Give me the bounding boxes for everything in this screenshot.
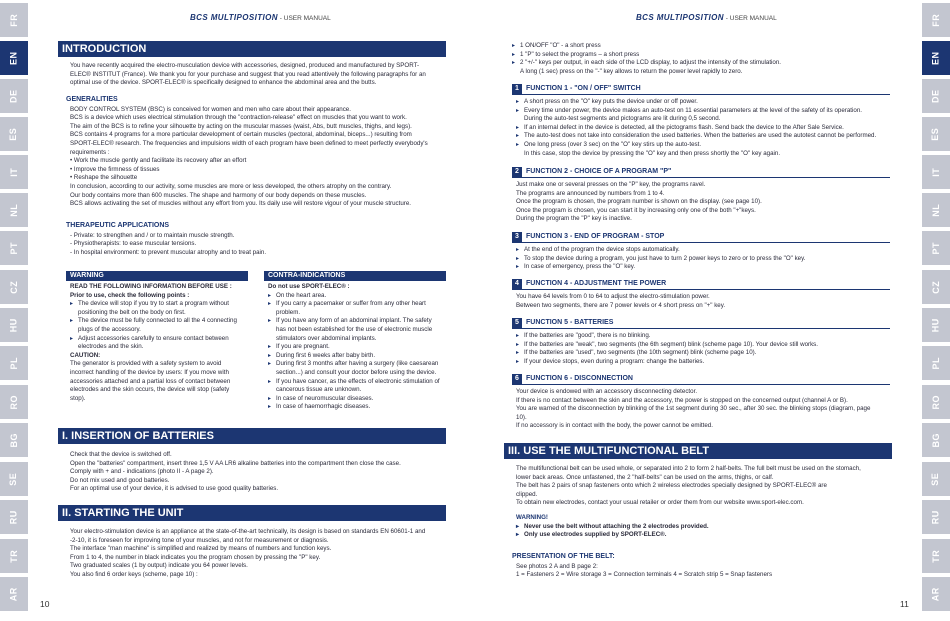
- starting-text: [70, 528, 450, 580]
- list-item: [516, 263, 892, 272]
- list-item-line: ▸ If your device stops, even during a program: change the batteries.: [524, 357, 705, 365]
- language-tabs-right: [922, 0, 950, 621]
- list-item: [268, 300, 446, 317]
- text-line: electrodes and the skin occurs, the device will stop (safety: [70, 386, 230, 394]
- list-item-line: ▸ If the batteries are "used", two segments (the 10th segment) blink (scheme page 10).: [524, 349, 757, 357]
- list-item-line: has not been established for the use of electronic muscle: [276, 325, 433, 333]
- language-tab-label: RO: [930, 394, 941, 410]
- warning-lead-2: Prior to use, check the following points :: [70, 291, 190, 299]
- text-line: Once the program is chosen, the program number is shown on the display. (see page 10).: [516, 198, 762, 206]
- language-tab-label: IT: [8, 167, 19, 177]
- list-item-line: ▸ If you carry a pacemaker or suffer from any other heart: [276, 300, 426, 308]
- belt-warning-list: [516, 523, 892, 540]
- warning-lead: READ THE FOLLOWING INFORMATION BEFORE USE :: [70, 283, 232, 290]
- language-tab-it[interactable]: [0, 155, 28, 189]
- text-line: For an optimal use of your device, it is advised to use good quality batteries.: [70, 485, 279, 493]
- language-tab-en[interactable]: [922, 41, 950, 75]
- list-item: [516, 98, 892, 107]
- warning-title: WARNING: [66, 271, 248, 281]
- language-tab-label: AR: [8, 587, 19, 601]
- text-line: BCS contains 4 programs for a more particular development of certain muscles (pectoral, abdominal, biceps...) resulting from: [70, 131, 412, 139]
- list-item: [512, 42, 892, 51]
- function-number-badge: 5: [512, 318, 522, 328]
- caution-text: [70, 360, 248, 403]
- language-tab-tr[interactable]: [922, 539, 950, 573]
- list-item-line: ▸ Every time under power, the device makes an auto-test on 11 essential parameters at the level of the safety of its operation.: [524, 106, 862, 114]
- language-tab-cz[interactable]: [0, 270, 28, 304]
- contra-indications-lead: Do not use SPORT-ELEC® :: [268, 283, 350, 290]
- list-item: [70, 317, 248, 334]
- list-item-line: ▸ A short press on the "O" key puts the device under or off power.: [524, 98, 698, 105]
- list-item-line: ▸ To stop the device during a program, you just have to turn 2 power keys to zero or to press the "O" key.: [524, 254, 806, 262]
- language-tab-tr[interactable]: [0, 539, 28, 573]
- list-item: [70, 335, 248, 352]
- language-tab-label: RO: [8, 394, 19, 410]
- list-item-line: ▸ On the heart area.: [276, 291, 327, 299]
- text-line: 1 = Fasteners 2 = Wire storage 3 = Connection terminals 4 = Scratch strip 5 = Snap fasteners: [516, 571, 773, 579]
- list-item: [268, 352, 446, 361]
- text-line: - Private: to strengthen and / or to maintain muscle strength.: [70, 231, 235, 239]
- language-tab-it[interactable]: [922, 155, 950, 189]
- page-number-left: 10: [40, 599, 50, 609]
- text-line: To obtain new electrodes, contact your usual retailer or order them from our website www.sport-elec.com.: [516, 499, 804, 507]
- text-line: SPORT-ELEC® research. The frequencies and impulsions width of each program have been defined to meet perfectly everybody's: [70, 139, 428, 147]
- keys-list-block: [512, 42, 892, 76]
- text-line: 10).: [516, 413, 527, 421]
- language-tab-es[interactable]: [922, 117, 950, 151]
- generalities-text: [66, 106, 446, 209]
- function-1-header: [512, 84, 890, 95]
- language-tab-bg[interactable]: [922, 423, 950, 457]
- generalities-title: GENERALITIES: [66, 96, 118, 103]
- language-tab-label: PL: [930, 356, 941, 370]
- text-line: - In hospital environment: to prevent muscular atrophy and to treat pain.: [70, 248, 267, 256]
- list-item: [268, 360, 446, 377]
- language-tab-se[interactable]: [922, 462, 950, 496]
- list-item: [516, 332, 892, 341]
- list-item: [516, 107, 892, 124]
- function-title: FUNCTION 5 - BATTERIES: [526, 319, 614, 326]
- language-tab-label: TR: [8, 549, 19, 563]
- function-6-body: [516, 388, 892, 431]
- belt-text: [516, 465, 892, 508]
- text-line: Two graduated scales (1 by output) indicate you 64 power levels.: [70, 562, 248, 570]
- list-item: [516, 255, 892, 264]
- text-line: You have recently acquired the electro-musculation device with accessories, designed, produced and manufactured by SPORT-: [70, 62, 420, 69]
- language-tab-label: HU: [930, 318, 941, 332]
- text-line: The belt has 2 pairs of snap fasteners onto which 2 wireless electrodes specially designed by SPORT-ELEC® are: [516, 482, 827, 490]
- language-tab-ar[interactable]: [922, 577, 950, 611]
- language-tab-hu[interactable]: [922, 308, 950, 342]
- language-tab-ro[interactable]: [0, 385, 28, 419]
- text-line: accessories attached and a partial loss of contact between: [70, 377, 231, 385]
- list-item-line: ▸ During first 6 weeks after baby birth.: [276, 351, 376, 359]
- therapeutic-title: THERAPEUTIC APPLICATIONS: [66, 222, 170, 229]
- list-item-line: problem.: [276, 308, 301, 316]
- text-line: Our body contains more than 600 muscles. The shape and harmony of our body depends on these muscles.: [70, 191, 367, 199]
- list-item-line: ▸ Adjust accessories carefully to ensure contact between: [78, 334, 229, 342]
- function-title: FUNCTION 6 - DISCONNECTION: [526, 375, 633, 382]
- language-tab-label: ES: [8, 127, 19, 141]
- text-line: optimal use of the device. SPORT-ELEC® is specifically designed to enhance the abdominal area and the butts.: [70, 79, 377, 87]
- caution-title: CAUTION:: [70, 351, 101, 359]
- language-tab-fr[interactable]: [922, 3, 950, 37]
- language-tab-pt[interactable]: [922, 231, 950, 265]
- list-item-line: A long (1 sec) press on the "-" key allows to return the power level rapidly to zero.: [520, 67, 743, 75]
- text-line: • Reshape the silhouette: [70, 174, 138, 182]
- text-line: During the program the "P" key is inactive.: [516, 215, 632, 223]
- text-line: The programs are announced by numbers from 1 to 4.: [516, 189, 665, 197]
- list-item-line: ▸ If you have any form of an abdominal implant. The safety: [276, 317, 432, 325]
- list-item-line: ▸ During first 3 months after having a surgery (like caesarean: [276, 360, 439, 368]
- function-6-header: [512, 374, 890, 385]
- list-item-line: cancerous tissue are unknown.: [276, 386, 362, 394]
- list-item-line: stimulators over abdominal implants.: [276, 334, 377, 342]
- language-tab-label: FR: [930, 13, 941, 27]
- language-tab-label: RU: [930, 510, 941, 524]
- belt-presentation-text: [512, 563, 892, 580]
- text-line: If no accessory is in contact with the body, the power cannot be emitted.: [516, 422, 713, 430]
- list-item-line: ▸ In case of emergency, press the "O" key.: [524, 263, 636, 271]
- list-item: [268, 378, 446, 395]
- list-item-line: electrodes and the skin.: [78, 343, 144, 351]
- text-line: You also find 6 order keys (scheme, page 10) :: [70, 570, 198, 578]
- list-item-line: ▸ In case of neuromuscular diseases.: [276, 394, 374, 402]
- list-item: [516, 341, 892, 350]
- text-line: You have 64 levels from 0 to 64 to adjust the electro-stimulation power.: [516, 293, 710, 300]
- list-item: [268, 317, 446, 343]
- language-tab-label: CZ: [8, 280, 19, 294]
- language-tab-pt[interactable]: [0, 231, 28, 265]
- list-item: [516, 358, 892, 367]
- text-line: If there is no contact between the skin and the accessory, the power is stopped on the concerned output (channel A or B).: [516, 396, 848, 404]
- batteries-text: [70, 451, 450, 494]
- language-tab-se[interactable]: [0, 462, 28, 496]
- text-line: You are warned of the disconnection by blinking of the 1st segment during 30 sec., after 30 sec. the blinking stops (diagram, page: [516, 405, 871, 413]
- list-item: ▸ Never use the belt without attaching the 2 electrodes provided.: [516, 523, 892, 532]
- text-line: Comply with + and - indications (photo II - A page 2).: [70, 468, 214, 476]
- language-tab-fr[interactable]: [0, 3, 28, 37]
- function-2-header: [512, 167, 890, 178]
- list-item-line: ▸ The device will stop if you try to start a program without: [78, 300, 229, 308]
- belt-section: [516, 465, 892, 540]
- language-tab-label: PT: [8, 241, 19, 255]
- language-tab-label: NL: [8, 203, 19, 217]
- list-item-line: ▸ One long press (over 3 sec) on the "O" key stirs up the auto-test.: [524, 140, 702, 148]
- text-line: Do not mix used and good batteries.: [70, 476, 170, 484]
- text-line: - Physiotherapists: to ease muscular tensions.: [70, 240, 197, 248]
- function-title: FUNCTION 1 - "ON / OFF" SWITCH: [526, 85, 641, 92]
- function-4-header: [512, 279, 890, 290]
- list-item-line: ▸ The device must be fully connected to all the 4 connecting: [78, 317, 237, 325]
- text-line: incorrect handling of the device by users: If you move with: [70, 368, 229, 376]
- running-header-right: BCS MULTIPOSITION - USER MANUAL: [636, 13, 777, 22]
- list-item-line: ▸ 1 "P" to select the programs – a short press: [520, 50, 640, 58]
- list-item-line: plugs of the accessory.: [78, 325, 141, 333]
- text-line: Once the program is chosen, you can start it by increasing only one of the both "+"keys.: [516, 206, 756, 214]
- list-item-line: ▸ If the batteries are "weak", two segments (the 6th segment) blink (scheme page 10). Your device still works.: [524, 340, 818, 348]
- language-tab-es[interactable]: [0, 117, 28, 151]
- keys-list: [512, 42, 892, 76]
- list-item-line: ▸ If you are pregnant.: [276, 343, 330, 351]
- belt-presentation-title: PRESENTATION OF THE BELT:: [512, 553, 615, 560]
- list-item-line: ▸ The auto-test does not take into consideration the used batteries. When the batteries are used the autotest cannot be performed.: [524, 132, 877, 140]
- list-item-line: ▸ 1 ON/OFF "O" - a short press: [520, 42, 601, 49]
- warning-list: [70, 300, 248, 352]
- function-number-badge: 6: [512, 374, 522, 384]
- language-tab-label: BG: [8, 432, 19, 448]
- function-number-badge: 2: [512, 167, 522, 177]
- function-5-header: [512, 318, 890, 329]
- contra-indications-title: CONTRA-INDICATIONS: [264, 271, 446, 281]
- warning-box: [66, 271, 248, 403]
- language-tabs-left: [0, 0, 28, 621]
- belt-presentation: [512, 553, 892, 580]
- section-title-belt: III. USE THE MULTIFUNCTIONAL BELT: [504, 443, 892, 459]
- list-item: [268, 343, 446, 352]
- function-list: [516, 246, 892, 272]
- text-line: See photos 2 A and B page 2:: [516, 562, 598, 570]
- section-title-batteries: I. INSERTION OF BATTERIES: [58, 428, 446, 444]
- function-title: FUNCTION 2 - CHOICE OF A PROGRAM "P": [526, 168, 672, 175]
- list-item-line: section...) and consult your doctor before using the device.: [276, 368, 437, 376]
- language-tab-ru[interactable]: [922, 500, 950, 534]
- function-3-header: [512, 232, 890, 243]
- text-line: Your device is endowed with an accessory disconnecting detector.: [516, 388, 698, 395]
- list-item-line: ▸ If an internal defect in the device is detected, all the pictograms flash. Send back the device to the After Sale Service.: [524, 123, 844, 131]
- list-item: [516, 124, 892, 133]
- language-tab-cz[interactable]: [922, 270, 950, 304]
- language-tab-label: DE: [930, 89, 941, 103]
- language-tab-ar[interactable]: [0, 577, 28, 611]
- text-line: BCS is a device which uses electrical stimulation through the "contraction-release" effect on muscles that you want to work.: [70, 114, 407, 122]
- text-line: clipped.: [516, 490, 538, 498]
- text-line: The generator is provided with a safety system to avoid: [70, 360, 222, 368]
- language-tab-label: NL: [930, 203, 941, 217]
- language-tab-pl[interactable]: [0, 346, 28, 380]
- language-tab-label: CZ: [930, 280, 941, 294]
- text-line: Between two segments, there are 7 power levels or 4 short press on "+" key.: [516, 301, 726, 309]
- function-2-body: [516, 181, 892, 224]
- page-number-right: 11: [900, 599, 909, 609]
- list-item: [268, 292, 446, 301]
- language-tab-nl[interactable]: [0, 193, 28, 227]
- text-line: ELEC® INSTITUT (France). We thank you for your purchase and suggest that you read attentively the following paragraphs for an: [70, 70, 426, 78]
- list-item-line: ▸ 2 "+/-" keys per output, in each side of the LCD display, to adjust the intensity of the stimulation.: [520, 59, 782, 67]
- function-1-body: [516, 98, 892, 158]
- language-tab-hu[interactable]: [0, 308, 28, 342]
- language-tab-label: AR: [930, 587, 941, 601]
- function-number-badge: 3: [512, 232, 522, 242]
- list-item: [268, 395, 446, 404]
- list-item-line: ▸ In case of haemorrhagic diseases.: [276, 403, 371, 411]
- list-item: [70, 300, 248, 317]
- language-tab-label: RU: [8, 510, 19, 524]
- language-tab-label: IT: [930, 167, 941, 177]
- language-tab-label: EN: [8, 51, 19, 65]
- list-item: [516, 132, 892, 141]
- language-tab-en[interactable]: [0, 41, 28, 75]
- language-tab-label: FR: [8, 13, 19, 27]
- text-line: Just make one or several presses on the "P" key, the programs ravel.: [516, 181, 706, 188]
- function-title: FUNCTION 3 - END OF PROGRAM - STOP: [526, 233, 665, 240]
- list-item-line: ▸ If you have cancer, as the effects of electronic stimulation of: [276, 377, 440, 385]
- language-tab-de[interactable]: [922, 79, 950, 113]
- list-item: [516, 141, 892, 158]
- language-tab-ro[interactable]: [922, 385, 950, 419]
- list-item-line: In this case, stop the device by pressing the "O" key and then press shortly the "O" key again.: [524, 149, 781, 157]
- text-line: • Work the muscle gently and facilitate its recovery after an effort: [70, 157, 247, 165]
- language-tab-label: EN: [930, 51, 941, 65]
- text-line: Open the "batteries" compartment, insert three 1,5 V AA LR6 alkaline batteries into the compartment then close the case.: [70, 459, 401, 467]
- language-tab-label: SE: [8, 472, 19, 486]
- text-line: requirements :: [70, 148, 110, 156]
- list-item: [512, 51, 892, 60]
- belt-warning-title: WARNING!: [516, 513, 548, 521]
- function-4-body: [516, 293, 892, 310]
- list-item: [268, 403, 446, 412]
- text-line: In conclusion, according to our activity, some muscles are more or less developed, the others atrophy on the contrary.: [70, 182, 392, 190]
- language-tab-label: PT: [930, 241, 941, 255]
- introduction-text: [70, 62, 450, 88]
- function-5-body: [516, 332, 892, 366]
- language-tab-label: SE: [930, 472, 941, 486]
- language-tab-pl[interactable]: [922, 346, 950, 380]
- contra-indications-list: [268, 292, 446, 412]
- text-line: BODY CONTROL SYSTEM (BSC) is conceived for women and men who care about their appearance.: [70, 105, 351, 113]
- language-tab-de[interactable]: [0, 79, 28, 113]
- language-tab-ru[interactable]: [0, 500, 28, 534]
- function-list: [516, 98, 892, 158]
- text-line: The multifunctional belt can be used whole, or separated into 2 to form 2 half-belts. The full belt must be used on the stomach,: [516, 465, 861, 472]
- list-item-line: During the auto-test segments and pictograms are lit during 0,5 second.: [524, 115, 721, 123]
- text-line: • Improve the firmness of tissues: [70, 165, 160, 173]
- therapeutic-section: [66, 222, 446, 257]
- list-item-line: ▸ If the batteries are "good", there is no blinking.: [524, 332, 651, 339]
- language-tab-label: HU: [8, 318, 19, 332]
- language-tab-label: PL: [8, 356, 19, 370]
- therapeutic-text: [66, 232, 446, 258]
- language-tab-label: TR: [930, 549, 941, 563]
- language-tab-bg[interactable]: [0, 423, 28, 457]
- text-line: Your electro-stimulation device is an appliance at the state-of-the-art technically, its design is based on standards EN 60601-1 and: [70, 528, 426, 535]
- function-3-body: [516, 246, 892, 272]
- section-title-introduction: INTRODUCTION: [58, 41, 446, 57]
- text-line: From 1 to 4, the number in black indicates you the program chosen by pressing the "P" key.: [70, 553, 321, 561]
- language-tab-label: ES: [930, 127, 941, 141]
- text-line: stop).: [70, 394, 86, 402]
- function-list: [516, 332, 892, 366]
- language-tab-label: DE: [8, 89, 19, 103]
- list-item-line: positioning the belt on the body on first.: [78, 308, 186, 316]
- list-item: ▸ Only use electrodes supplied by SPORT-ELEC®.: [516, 531, 892, 540]
- running-header-left: BCS MULTIPOSITION - USER MANUAL: [190, 13, 331, 22]
- language-tab-nl[interactable]: [922, 193, 950, 227]
- generalities-section: [66, 96, 446, 209]
- text-line: The aim of the BCS is to refine your silhouette by acting on the muscular masses (waist, Abs, butt muscles, thighs, and legs).: [70, 122, 412, 130]
- list-item: [512, 59, 892, 76]
- text-line: The interface "man machine" is simplified and realized by means of numbers and function keys.: [70, 545, 332, 553]
- list-item-line: ▸ At the end of the program the device stops automatically.: [524, 246, 680, 253]
- text-line: lower back areas. Once unfastened, the 2 "half-belts" can be used on the arms, thighs, or calf.: [516, 473, 774, 481]
- text-line: BCS allows activating the set of muscles without any effort from you. Its daily use will restore vigour of your muscle structure.: [70, 200, 412, 208]
- function-number-badge: 4: [512, 279, 522, 289]
- function-number-badge: 1: [512, 84, 522, 94]
- text-line: -2-10, it is foreseen for improving tone of your muscles, and not for measurement or diagnosis.: [70, 536, 329, 544]
- list-item: [516, 246, 892, 255]
- section-title-starting: II. STARTING THE UNIT: [58, 505, 446, 521]
- contra-indications-box: [264, 271, 446, 412]
- function-title: FUNCTION 4 - ADJUSTMENT THE POWER: [526, 280, 667, 287]
- text-line: Check that the device is switched off.: [70, 451, 172, 458]
- list-item: [516, 349, 892, 358]
- language-tab-label: BG: [930, 432, 941, 448]
